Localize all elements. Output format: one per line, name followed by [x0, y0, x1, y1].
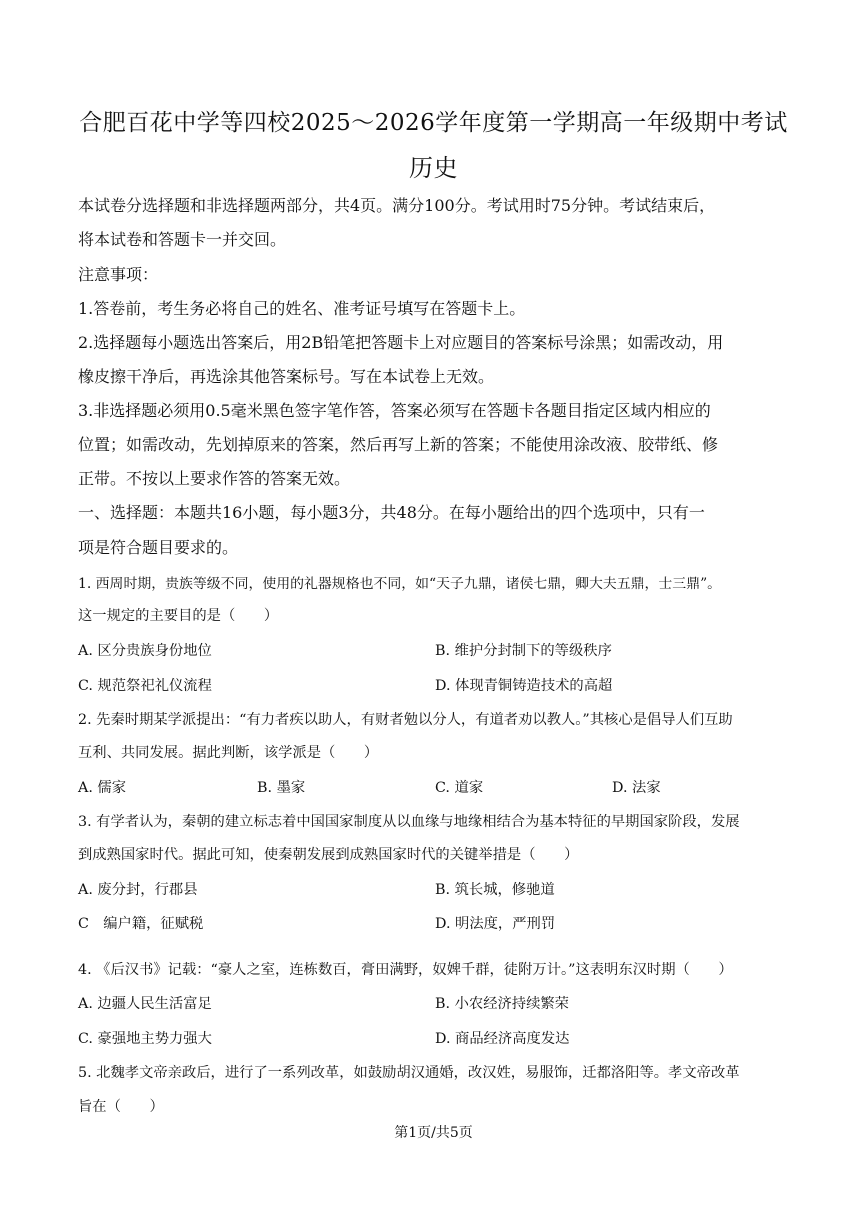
page-number: 第1页/共5页: [394, 1125, 473, 1141]
question-3-line-2: 到成熟国家时代。据此可知，使秦朝发展到成熟国家时代的关键举措是（ ）: [78, 847, 579, 863]
note-3-line-1: 3.非选择题必须用0.5毫米黑色签字笔作答，答案必须写在答题卡各题目指定区域内相应的: [78, 401, 711, 420]
question-2-option-c: C. 道家: [435, 780, 484, 796]
question-3-option-d: D. 明法度，严刑罚: [435, 916, 556, 932]
question-3-option-c: C 编户籍，征赋税: [78, 916, 204, 932]
notes-heading: 注意事项：: [78, 265, 159, 284]
question-3-option-a: A. 废分封，行郡县: [78, 882, 198, 898]
question-2-option-d: D. 法家: [612, 780, 661, 796]
question-4-option-b: B. 小农经济持续繁荣: [435, 996, 569, 1012]
question-1-line-1: 1. 西周时期，贵族等级不同，使用的礼器规格也不同，如“天子九鼎，诸侯七鼎，卿大夫五鼎，士三鼎”。: [78, 576, 722, 592]
question-1-option-d: D. 体现青铜铸造技术的高超: [435, 678, 613, 694]
question-4-option-d: D. 商品经济高度发达: [435, 1031, 570, 1047]
question-1-option-a: A. 区分贵族身份地位: [78, 643, 212, 659]
question-1-line-2: 这一规定的主要目的是（ ）: [78, 608, 279, 624]
note-2-line-1: 2.选择题每小题选出答案后，用2B铅笔把答题卡上对应题目的答案标号涂黑；如需改动，用: [78, 333, 724, 352]
intro-line-1: 本试卷分选择题和非选择题两部分，共4页。满分100分。考试用时75分钟。考试结束后，: [78, 196, 716, 215]
question-4-line-1: 4. 《后汉书》记载：“豪人之室，连栋数百，膏田满野，奴婢千群，徒附万计。”这表明东汉时期（ ）: [78, 962, 733, 978]
note-3-line-2: 位置；如需改动，先划掉原来的答案，然后再写上新的答案；不能使用涂改液、胶带纸、修: [78, 435, 719, 454]
question-1-option-c: C. 规范祭祀礼仪流程: [78, 678, 212, 694]
question-4-option-c: C. 豪强地主势力强大: [78, 1031, 212, 1047]
section-1-line-2: 项是符合题目要求的。: [78, 538, 239, 557]
note-2-line-2: 橡皮擦干净后，再选涂其他答案标号。写在本试卷上无效。: [78, 367, 495, 386]
exam-title: 合肥百花中学等四校2025～2026学年度第一学期高一年级期中考试: [79, 110, 788, 136]
note-1: 1.答卷前，考生务必将自己的姓名、准考证号填写在答题卡上。: [78, 299, 526, 318]
section-1-line-1: 一、选择题：本题共16小题，每小题3分，共48分。在每小题给出的四个选项中，只有一: [78, 503, 705, 522]
question-5-line-1: 5. 北魏孝文帝亲政后，进行了一系列改革，如鼓励胡汉通婚，改汉姓，易服饰，迁都洛阳等。孝文帝改革: [78, 1065, 740, 1081]
question-4-option-a: A. 边疆人民生活富足: [78, 996, 212, 1012]
question-2-option-a: A. 儒家: [78, 780, 127, 796]
question-3-line-1: 3. 有学者认为，秦朝的建立标志着中国国家制度从以血缘与地缘相结合为基本特征的早期国家阶段，发展: [78, 814, 740, 830]
question-3-option-b: B. 筑长城，修驰道: [435, 882, 555, 898]
question-1-option-b: B. 维护分封制下的等级秩序: [435, 643, 612, 659]
question-2-line-1: 2. 先秦时期某学派提出：“有力者疾以助人，有财者勉以分人，有道者劝以教人。”其核心是倡导人们互助: [78, 712, 733, 728]
question-5-line-2: 旨在（ ）: [78, 1099, 164, 1115]
intro-line-2: 将本试卷和答题卡一并交回。: [78, 230, 287, 249]
question-2-line-2: 互利、共同发展。据此判断，该学派是（ ）: [78, 745, 379, 761]
subject-title: 历史: [409, 154, 458, 182]
question-2-option-b: B. 墨家: [257, 780, 306, 796]
note-3-line-3: 正带。不按以上要求作答的答案无效。: [78, 469, 351, 488]
